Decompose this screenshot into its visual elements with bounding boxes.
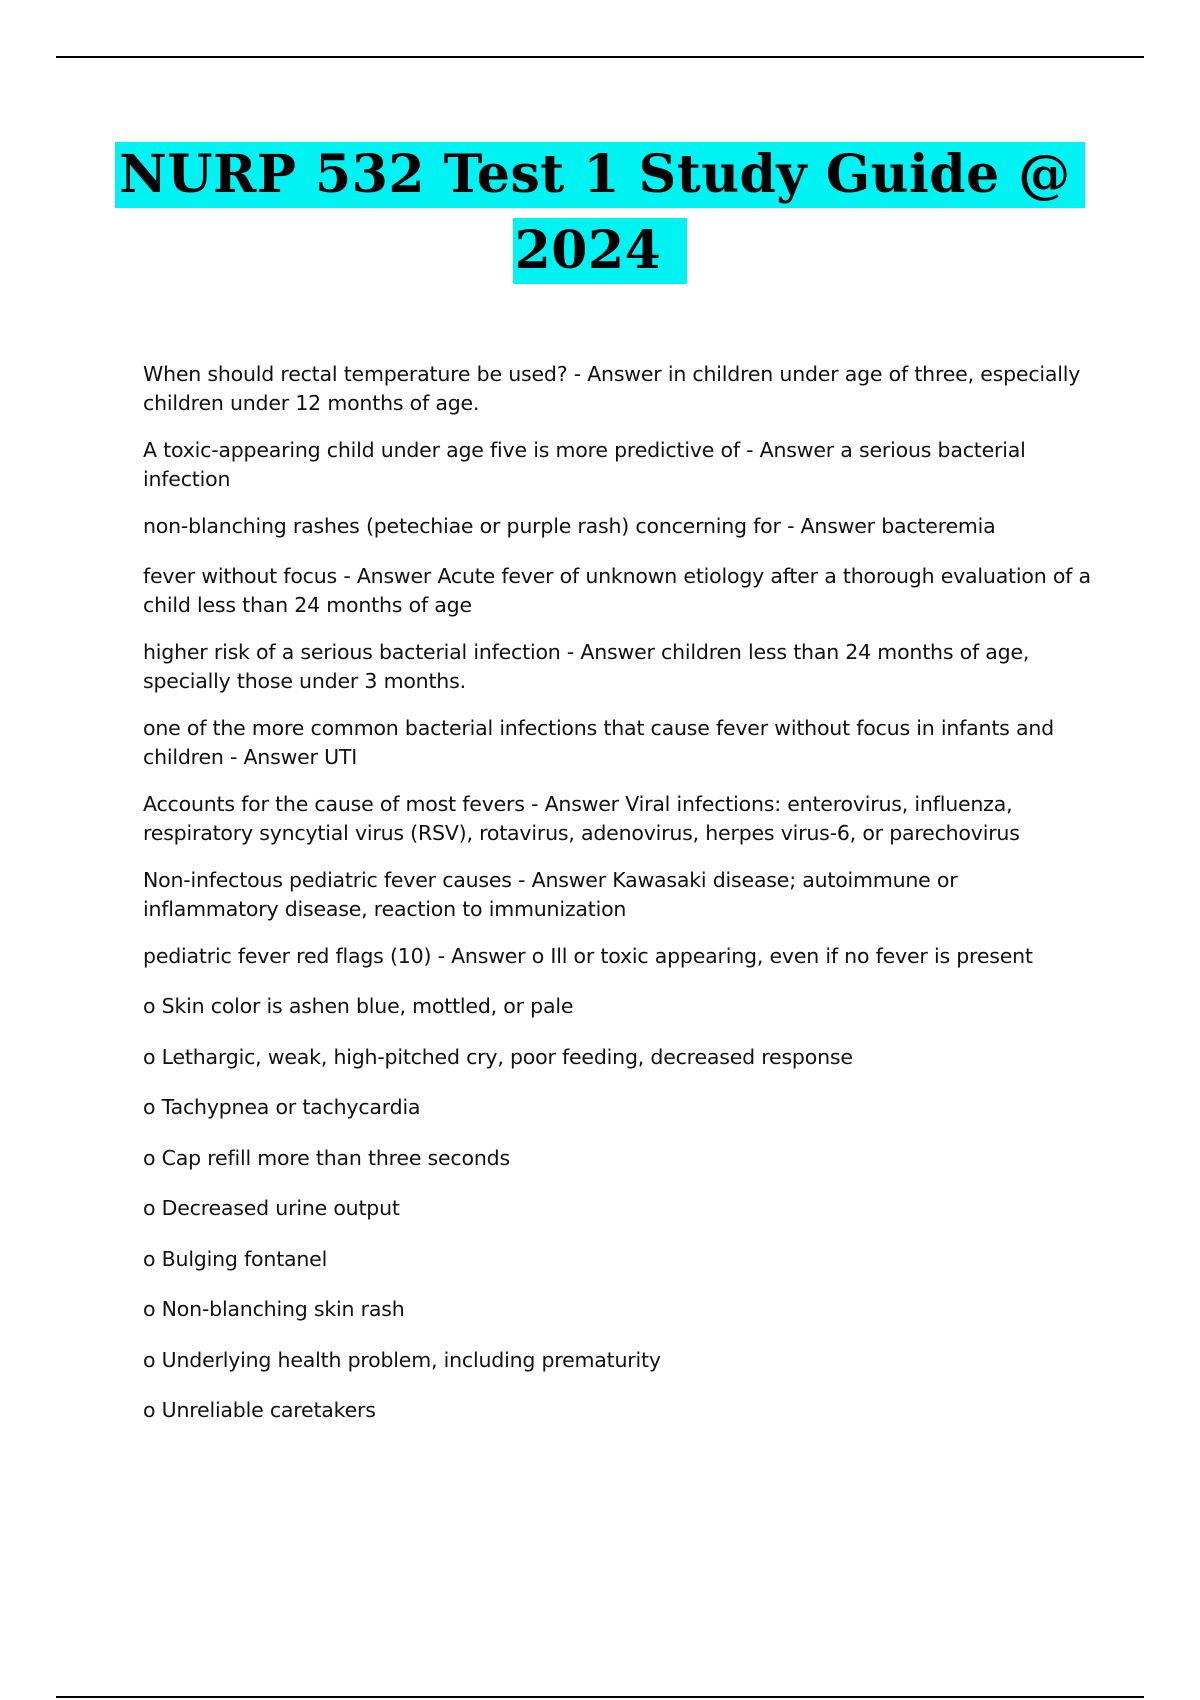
- qa-entry-common-bacterial: one of the more common bacterial infections that cause fever without focus in infants and children - Answer UTI: [143, 716, 1054, 769]
- bullet-item-skin-rash: o Non-blanching skin rash: [143, 1297, 405, 1321]
- bullet-item-tachypnea: o Tachypnea or tachycardia: [143, 1095, 421, 1119]
- qa-entry-fever-without-focus: fever without focus - Answer Acute fever of unknown etiology after a thorough evaluation of a child less than 24 months of age: [143, 564, 1091, 617]
- bullet-item-urine-output: o Decreased urine output: [143, 1196, 400, 1220]
- qa-entry-most-fevers: Accounts for the cause of most fevers - Answer Viral infections: enterovirus, influenza, respiratory syncytial virus (RSV), rotavirus, adenovirus, herpes virus-6, or parechovirus: [143, 792, 1020, 845]
- bullet-item-skin-color: o Skin color is ashen blue, mottled, or pale: [143, 994, 574, 1018]
- qa-entry-non-blanching-rashes: non-blanching rashes (petechiae or purple rash) concerning for - Answer bacteremia: [143, 514, 996, 538]
- bullet-item-caretakers: o Unreliable caretakers: [143, 1398, 376, 1422]
- qa-entry-non-infectious: Non-infectous pediatric fever causes - Answer Kawasaki disease; autoimmune or inflammatory disease, reaction to immunization: [143, 868, 958, 921]
- bullet-item-fontanel: o Bulging fontanel: [143, 1246, 328, 1271]
- qa-entry-rectal-temperature: When should rectal temperature be used? - Answer in children under age of three, especially children under 12 months of age.: [143, 362, 1081, 415]
- bullet-item-lethargic: o Lethargic, weak, high-pitched cry, poor feeding, decreased response: [143, 1044, 853, 1069]
- qa-entry-toxic-appearing: A toxic-appearing child under age five is more predictive of - Answer a serious bacterial infection: [143, 438, 1026, 491]
- bottom-divider: [56, 1696, 1144, 1698]
- qa-entry-red-flags: pediatric fever red flags (10) - Answer o Ill or toxic appearing, even if no fever is present: [143, 944, 1033, 968]
- title-line-1: NURP 532 Test 1 Study Guide @: [115, 142, 1085, 208]
- bullet-item-health-problem: o Underlying health problem, including prematurity: [143, 1347, 661, 1372]
- bullet-item-cap-refill: o Cap refill more than three seconds: [143, 1145, 510, 1170]
- study-guide-content: [143, 360, 1093, 1447]
- top-divider: [56, 56, 1144, 58]
- document-title: [0, 142, 1200, 284]
- qa-entry-higher-risk: higher risk of a serious bacterial infection - Answer children less than 24 months of age, specially those under 3 months.: [143, 640, 1030, 693]
- title-line-2: 2024: [513, 218, 688, 284]
